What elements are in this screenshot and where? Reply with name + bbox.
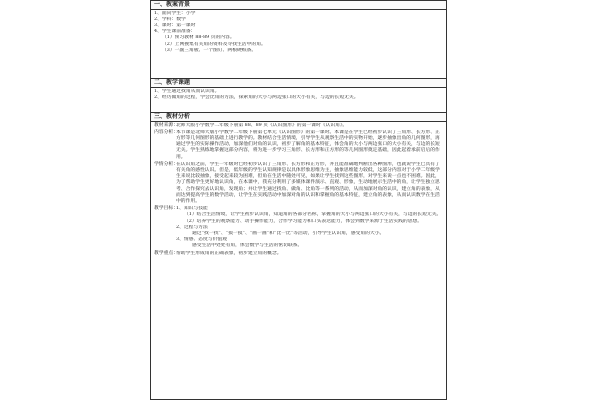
- background-line-2: 2、学科：数学: [154, 16, 186, 22]
- key-points-text: 帮助学生形成角的正确表象，初步建立角的概念。: [176, 250, 282, 256]
- section-material-analysis: [151, 113, 446, 258]
- material-source-row: [154, 123, 443, 129]
- material-source-text: 北师大版小学数学二年级下册第 88、89 页《认识图形》的第一课时《认识角》。: [176, 122, 348, 128]
- student-analysis-text: 在认识角之前，学生一年级时已经初步认识了三角形、长方形和正方形，并且能准确地判断出各种图形，也就说学生已具有了有关角的感性认识。但是，低年级的学生认知规律是以具体形象思维为主，抽象思维能力较低，这部分内容对于小学二年级学生来说比较抽象，接受起来较为困难，但角在生活中随处可见，如果让学生找到这些图形，对学生来说一点也不困难。因此，为了帮助学生更好地认识角，在本课中，我充分利用了多媒体课件演示、直观、形象，生动地展示生活中的角，让学生独立思考、合作探究去认识角，发现角；并让学生通过找角、做角、比角等一系列的活动，从而加深对角的认识，建立角的表象，从而达到提高学生的数学活动，让学生在实践活动中加深对角的认识和掌握角的基本特征，建立角的表象，从而认识数学在生活中的作用。: [176, 161, 440, 204]
- key-points-row: [154, 251, 443, 257]
- background-line-7: （3）一副三角板、一个图钉、两根硬纸条。: [162, 47, 257, 53]
- background-line-4: 4、学生课前准备：: [154, 29, 196, 35]
- student-analysis-row: [154, 162, 443, 205]
- lesson-plan-document: [150, 0, 447, 400]
- teaching-objectives-list: [176, 206, 443, 249]
- section-topic-body: [151, 88, 446, 102]
- objective-item-5: 通过“找一找”、“摸一摸”、“画一画”和“比一比”等活动，引导学生认识角，感受角的大小。: [192, 230, 385, 236]
- section-background-header: 一、教案背景: [151, 1, 446, 10]
- key-points-label: 教学重点：: [154, 250, 178, 256]
- content-analysis-label: 内容分析：: [154, 129, 178, 135]
- objective-item-1: 1、知识与技能: [176, 206, 208, 212]
- background-line-6: （2）上网搜集有关角的资料及寻找生活中的角。: [162, 41, 266, 47]
- section-material-analysis-body: [151, 122, 446, 258]
- section-background: [151, 1, 446, 79]
- section-topic: [151, 79, 446, 113]
- section-topic-header: 二、教学课题: [151, 79, 446, 88]
- section-material-analysis-header: 三、教材分析: [151, 113, 446, 122]
- objective-item-4: 2、过程与方法: [176, 224, 208, 230]
- teaching-objectives-row: [154, 206, 443, 249]
- objective-item-3: （2）培养学生的观察能力、动手操作能力，合作学习能力和口头表达能力，体会到数学来源于生活实践的思想。: [184, 218, 423, 224]
- background-line-3: 3、课时：第一课时: [154, 22, 196, 28]
- teaching-objectives-label: 教学目标：: [154, 206, 178, 212]
- objective-item-6: 3、情感、态度与价值观: [176, 237, 228, 243]
- material-source-label: 教材来源：: [154, 122, 178, 128]
- content-analysis-text: 本节课是北师大版小学数学二年级下册第七单元《认识图形》的第一课时。本课是在学生已经初步认识了三角形、长方形、正方形等几何图形的基础上进行教学的。教材结合生活情境，引导学生从观察生活中的实物开始，逐步抽象出角的几何图形，再通过学生的实际操作活动，加深他们对角的认识，初步了解角的基本特征，体会角的大小与两边张口的大小有关，与边的长短无关。学生熟练地掌握这部分内容，将为进一步学习三角形、长方形和正方形的等几何图形奠定基础，因此起着承前启后的作用。: [176, 129, 440, 160]
- topic-line-2: 2、经历做角的过程，学会比角的方法，探索角的大小与两边张口的大小有关，与边的长短无关。: [154, 94, 359, 100]
- student-analysis-label: 学情分析：: [154, 161, 178, 167]
- topic-line-1: 1、学生通过找角从而认识角。: [154, 88, 220, 94]
- objective-item-7: 感受生活中处处有角，体会数学与生活的密切联系。: [192, 243, 303, 249]
- background-line-5: （1）预习教材 88-89 页的内容。: [162, 35, 235, 41]
- objective-item-2: （1）结合生活情境，让学生初步认识角，知道角的各部分名称，掌握角的大小与两边张口的大小有关，与边的长短无关。: [184, 212, 442, 218]
- section-background-body: [151, 10, 446, 55]
- content-analysis-row: [154, 130, 443, 161]
- background-line-1: 1、面向学生：小学: [154, 10, 196, 16]
